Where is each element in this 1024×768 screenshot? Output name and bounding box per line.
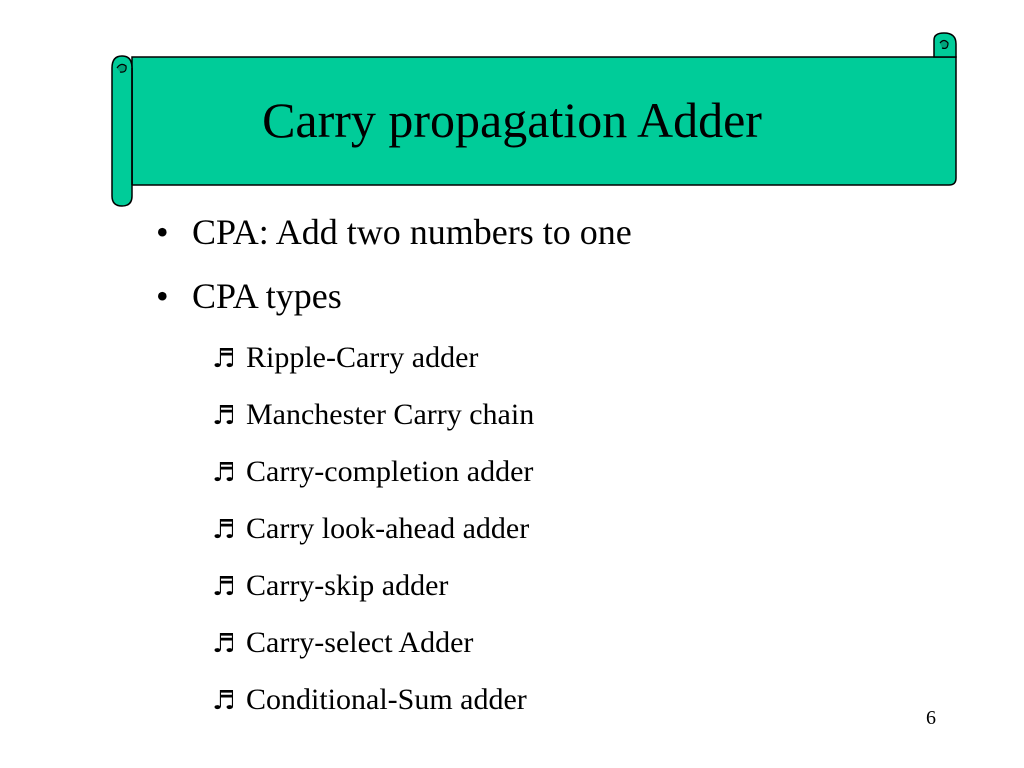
music-note-icon: ♬ (212, 458, 236, 488)
sub-bullet-item (212, 509, 529, 550)
music-note-icon: ♬ (212, 686, 236, 716)
music-note-icon: ♬ (212, 401, 236, 431)
banner-left-roll (112, 56, 132, 206)
sub-bullet-item (212, 680, 527, 721)
slide-title: Carry propagation Adder (262, 92, 762, 148)
sub-bullet-item (212, 395, 534, 436)
music-note-icon: ♬ (212, 515, 236, 545)
bullet-text: CPA types (192, 276, 342, 316)
page-number: 6 (926, 707, 936, 729)
bullet-text: CPA: Add two numbers to one (192, 212, 632, 252)
bullet-dot-icon: • (156, 276, 169, 316)
sub-bullet-text: Manchester Carry chain (246, 398, 535, 431)
sub-bullet-item (212, 452, 533, 493)
bullet-dot-icon: • (156, 212, 169, 252)
music-note-icon: ♬ (212, 629, 236, 659)
music-note-icon: ♬ (212, 572, 236, 602)
sub-bullet-text: Carry-skip adder (246, 569, 449, 602)
sub-bullet-text: Carry look-ahead adder (246, 512, 530, 545)
sub-bullet-item (212, 338, 478, 379)
sub-bullet-text: Carry-select Adder (246, 626, 474, 659)
music-note-icon: ♬ (212, 344, 236, 374)
sub-bullet-text: Ripple-Carry adder (246, 341, 479, 374)
sub-bullet-text: Conditional-Sum adder (246, 683, 527, 716)
sub-bullet-item (212, 623, 473, 664)
bullet-item (156, 210, 632, 254)
sub-bullet-text: Carry-completion adder (246, 455, 534, 488)
bullet-item (156, 274, 342, 318)
sub-bullet-item (212, 566, 448, 607)
